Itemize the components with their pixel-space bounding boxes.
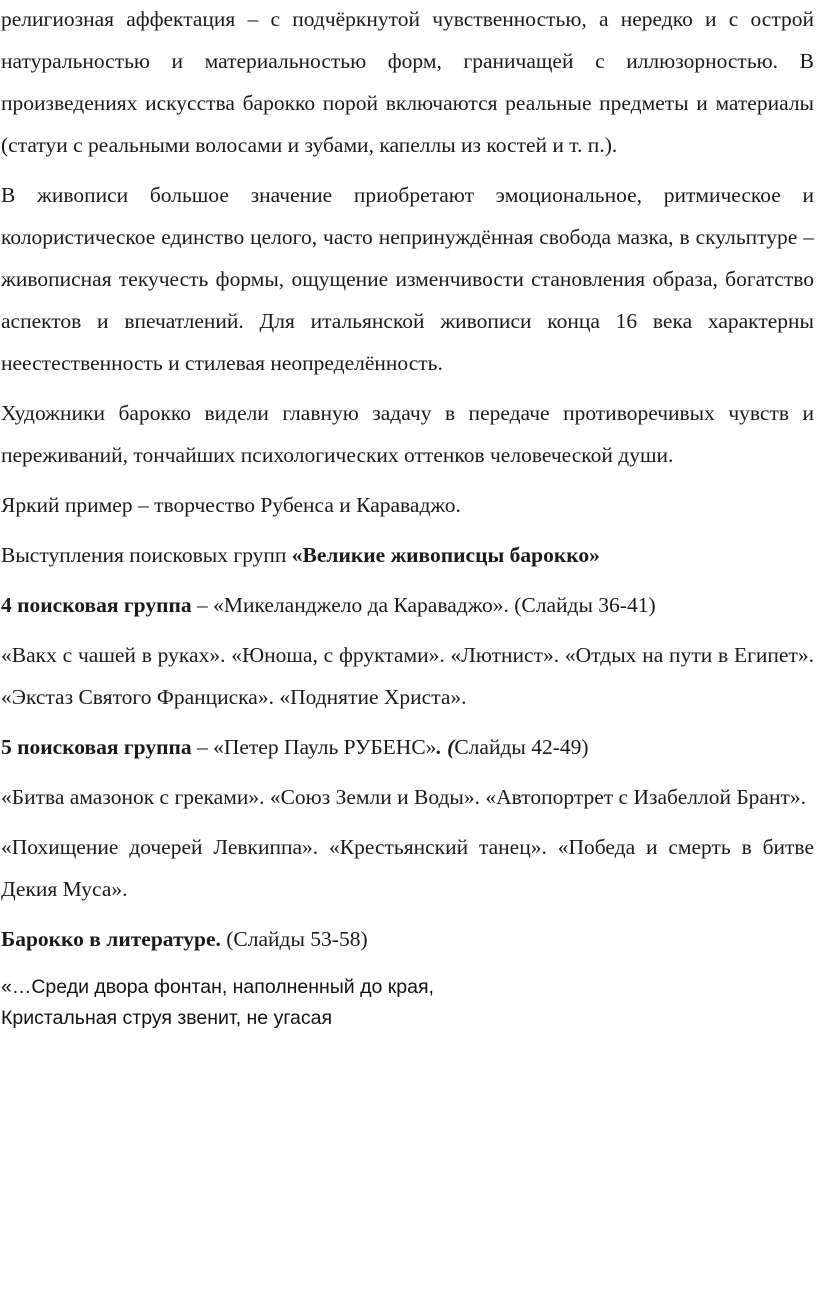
- group-5-topic: – «Петер Пауль РУБЕНС»: [191, 735, 437, 759]
- paragraph-caravaggio-works: «Вакх с чашей в руках». «Юноша, с фруктами». «Лютнист». «Отдых на пути в Египет». «Экстаз Святого Франциска». «Поднятие Христа».: [1, 643, 814, 709]
- group-5-slides: Слайды 42-49): [454, 735, 589, 759]
- poem-line-1: «…Среди двора фонтан, наполненный до края,: [1, 976, 434, 998]
- group-5-label: 5 поисковая группа: [1, 735, 192, 759]
- paragraph-rubens-works-2: «Похищение дочерей Левкиппа». «Крестьянский танец». «Победа и смерть в битве Декия Муса».: [1, 835, 814, 901]
- baroque-literature-heading: Барокко в литературе.: [1, 927, 221, 951]
- group-4-label: 4 поисковая группа: [1, 593, 192, 617]
- paragraph-group-presentations: [1, 534, 814, 576]
- poem-line-2: Кристальная струя звенит, не угасая: [1, 1007, 333, 1029]
- paragraph-artists-task: Художники барокко видели главную задачу в передаче противоречивых чувств и переживаний, тончайших психологических оттенков человеческой души.: [1, 401, 814, 467]
- group-4-topic: – «Микеланджело да Караваджо». (Слайды 36-41): [191, 593, 656, 617]
- group-presentations-text: Выступления поисковых групп: [1, 543, 292, 567]
- paragraph-rubens-works-1: «Битва амазонок с греками». «Союз Земли и Воды». «Автопортрет с Изабеллой Брант».: [1, 785, 806, 809]
- baroque-literature-slides: (Слайды 53-58): [220, 927, 368, 951]
- great-painters-title: «Великие живописцы барокко»: [291, 543, 600, 567]
- paragraph-group-5: [1, 726, 814, 768]
- paragraph-group-4: [1, 584, 814, 626]
- paragraph-baroque-affectation: религиозная аффектация – с подчёркнутой чувственностью, а нередко и с острой натуральностью и материальностью форм, граничащей с иллюзорностью. В произведениях искусства барокко порой включаются реальные предметы и материалы (статуи с реальными волосами и зубами, капеллы из костей и т. п.).: [1, 7, 814, 157]
- group-5-bold-italic: . (: [436, 735, 455, 759]
- poem-excerpt: [1, 972, 814, 1034]
- paragraph-painting: В живописи большое значение приобретают эмоциональное, ритмическое и колористическое единство целого, часто непринуждённая свобода мазка, в скульптуре – живописная текучесть формы, ощущение изменчивости становления образа, богатство аспектов и впечатлений. Для итальянской живописи конца 16 века характерны неестественность и стилевая неопределённость.: [1, 183, 814, 375]
- paragraph-baroque-literature: [1, 918, 814, 960]
- paragraph-example: Яркий пример – творчество Рубенса и Караваджо.: [1, 493, 461, 517]
